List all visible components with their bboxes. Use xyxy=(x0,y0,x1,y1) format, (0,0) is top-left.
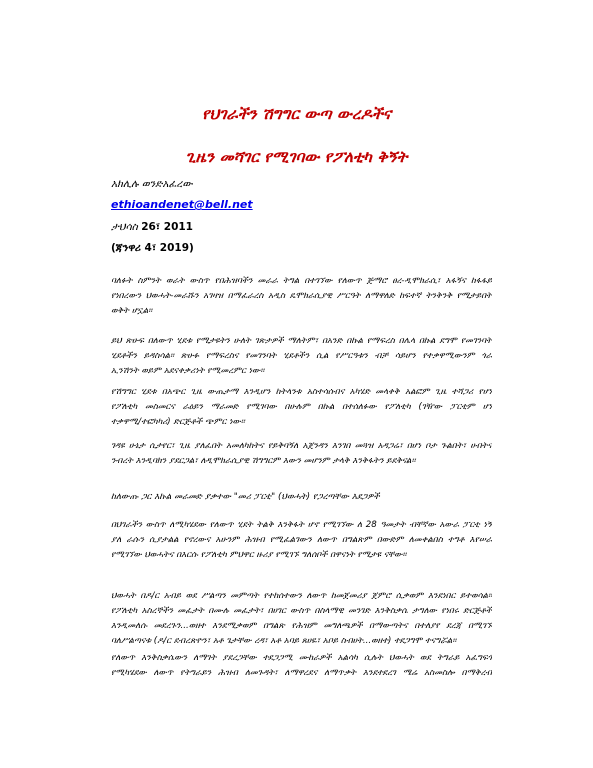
paragraph-line: ገዳዩ ሁኔታ ሲታየር፣ ጊዜ ያለፈበት አመለካከትና የይቅባኝለ አጀንዳን እንገበ መጓዝ አዳጋሬ፣ በሆነ ቦታ ጉልበት፣ ሀብትና xyxy=(111,441,492,451)
paragraph-line: የነበረውን ህወሓት-መራሹን አገዛዝ በማፈራረስ አዲስ ዴሞክራሲያዊ ሥርዓት ለማዋለድ ከፍተኛ ትንቅንቅ የሚታይበት xyxy=(111,291,492,301)
paragraph-line: እንዲመለሱ መደረጉን...ወዘተ እንደሚቃወም በግልጽ የሕዝም መግለጫዎች በማውጣትና በተለያየ ደረጃ በሚገኙ xyxy=(111,621,492,631)
paragraph-line: ኢንሽንት ወይም አደናቀቃሪነት የሚመረምር ነው። xyxy=(111,366,265,376)
paragraph-line: የፖለቲካ አስረኞችን መፈታት በሙሉ መፈታት፣ በሀገር ውስጥ በስላማዊ መንገድ እንቅስቃሴ ታግለው የነበሩ ድርጅቶች xyxy=(111,606,492,616)
paragraph-line: ያለ ራሱን ሲያታልል የኖረውና አሁንም ሕዝብ የሚፈልገውን ለውጥ በግልጽም በውድም ለመቀልበስ ተግቶ እየሠራ xyxy=(111,535,492,545)
document-title-line1: የህገራችን ሽግግር ውጣ ውረዶችና xyxy=(201,105,392,123)
paragraph-line: የለውጥ እንቅስቃሴውን ለማገት ያደረጋቸው ተደጋጋሚ ሙከራዎች አልሳካ ሲሉት ህወሓት ወደ ትግራይ አፈግፍጎ xyxy=(111,653,492,663)
paragraph-5 xyxy=(111,518,492,563)
paragraph-3 xyxy=(111,385,492,430)
paragraph-line: በህገራችን ውስጥ ለሚካሄደው የለውጥ ሂደት ትልቅ እንቅፋት ሆኖ የሚገኘው ለ 28 ዓመታት ብቸኛው አውራ ፓርቲ ነኝ xyxy=(111,520,492,530)
paragraph-line: ህወሓት በዶ/ር አብይ ወደ ሥልጣን መምጣት የተከሰተውን ለውጥ ከመጀመሪያ ጀምሮ ሲቃወም እንደነበር ይተወሳል። xyxy=(111,591,492,601)
paragraph-line: ንብረት እንዲባክን ያደርጋል፣ ለዲሞክራሲያዊ ሽግግርም እውን መሆንም ታላቅ እንቅፋትን ይደቅናል። xyxy=(111,456,416,466)
paragraph-line: የሚካሄደው ለውጥ የትግራይን ሕዝብ ለመጉዳት፣ ለማዋረደና ለማጥቃት እንደተደረገ ሜሬ አስመስሎ በማቅረብ xyxy=(111,668,492,678)
paragraph-7 xyxy=(111,651,492,681)
date-ethiopian-value: 26፣ 2011 xyxy=(141,221,193,233)
author-name: አክሊሉ ወንድአፈረው xyxy=(111,178,193,190)
paragraph-6 xyxy=(111,589,492,649)
paragraph-2 xyxy=(111,334,492,379)
document-title-line2: ጊዜን መሻገር የሚገባው የፖለቲካ ቅኝት xyxy=(185,148,408,166)
paragraph-line: የሚገኘው ህወሓትና በእርሱ የፖለቲካ ምህዋር ዙሪያ የሚገኙ ግለሰቦች በዋናነት የሚታዩ ናቸው። xyxy=(111,550,407,560)
paragraph-4 xyxy=(111,439,492,469)
section-heading: ከለውጡ ጋር እኩል መራመድ ያቃተው "መሪ ፓርቲ" (ህወሓት) የጋረጣቸው እደጋዎች xyxy=(111,492,380,502)
date-ethiopian xyxy=(111,220,193,234)
paragraph-line: ባለሥልጣናቱ (ዶ/ር ደብረጽዮን፣ አቶ ጌታቸው ረዳ፣ አቶ አባይ ጸሀዬ፣ አቦይ ስብሀት...ወዘተ) ተደጋግሞ ተናግሯል። xyxy=(111,636,457,646)
date-gregorian: (ጃንዋሪ 4፣ 2019) xyxy=(111,242,194,254)
paragraph-line: ተቃዋሚ/ተፎካካሪ) ድርጅቶች ጭምር ነው። xyxy=(111,417,245,427)
author-email-link[interactable]: ethioandenet@bell.net xyxy=(111,198,253,211)
paragraph-line: የፖለቲካ መስመርና ራዕይን ማራመድ የሚገባው በሁሉም በኩል በተሰለፉው የፖለቲካ (ገዥው ፓርቲም ሆነ xyxy=(111,402,492,412)
date-ethiopian-label: ታህሳስ xyxy=(111,221,138,233)
paragraph-1 xyxy=(111,274,492,319)
paragraph-line: ሂደቶችን ይዳስሳል። ጽሁፉ የማፍረስና የመገንባት ሂደቶችን ሲል የሥርዓቱን ብቻ ሳይሆን የተቃዋሚውንም ጎራ xyxy=(111,351,492,361)
paragraph-line: ይህ ጽሁፍ በለውጥ ሂደቱ የሚታዩትን ሁለት ገጽታዎች ማለትም፣ በአንድ በኩል የማፍረስ በሌላ በኩል ደግሞ የመገንባት xyxy=(111,336,492,346)
paragraph-line: ባለፉት ስምንት ወራት ውስጥ የበሕዝባችን መራራ ትግል በተገኘው የለውጥ ጅማሮ ፀረ-ዲሞክራሲ፣ አፋኝና ከፋፋይ xyxy=(111,276,492,286)
paragraph-line: የሽግግር ሂደቱ በአጭር ጊዜ ውጤታማ እንዲሆን ከትላንቱ አስተሳሰብና አካሄድ መላቀቅ አልፎም ጊዜ ተሻጋሪ የሆነ xyxy=(111,387,492,397)
paragraph-line: ወቅት ሆኗል። xyxy=(111,306,153,316)
